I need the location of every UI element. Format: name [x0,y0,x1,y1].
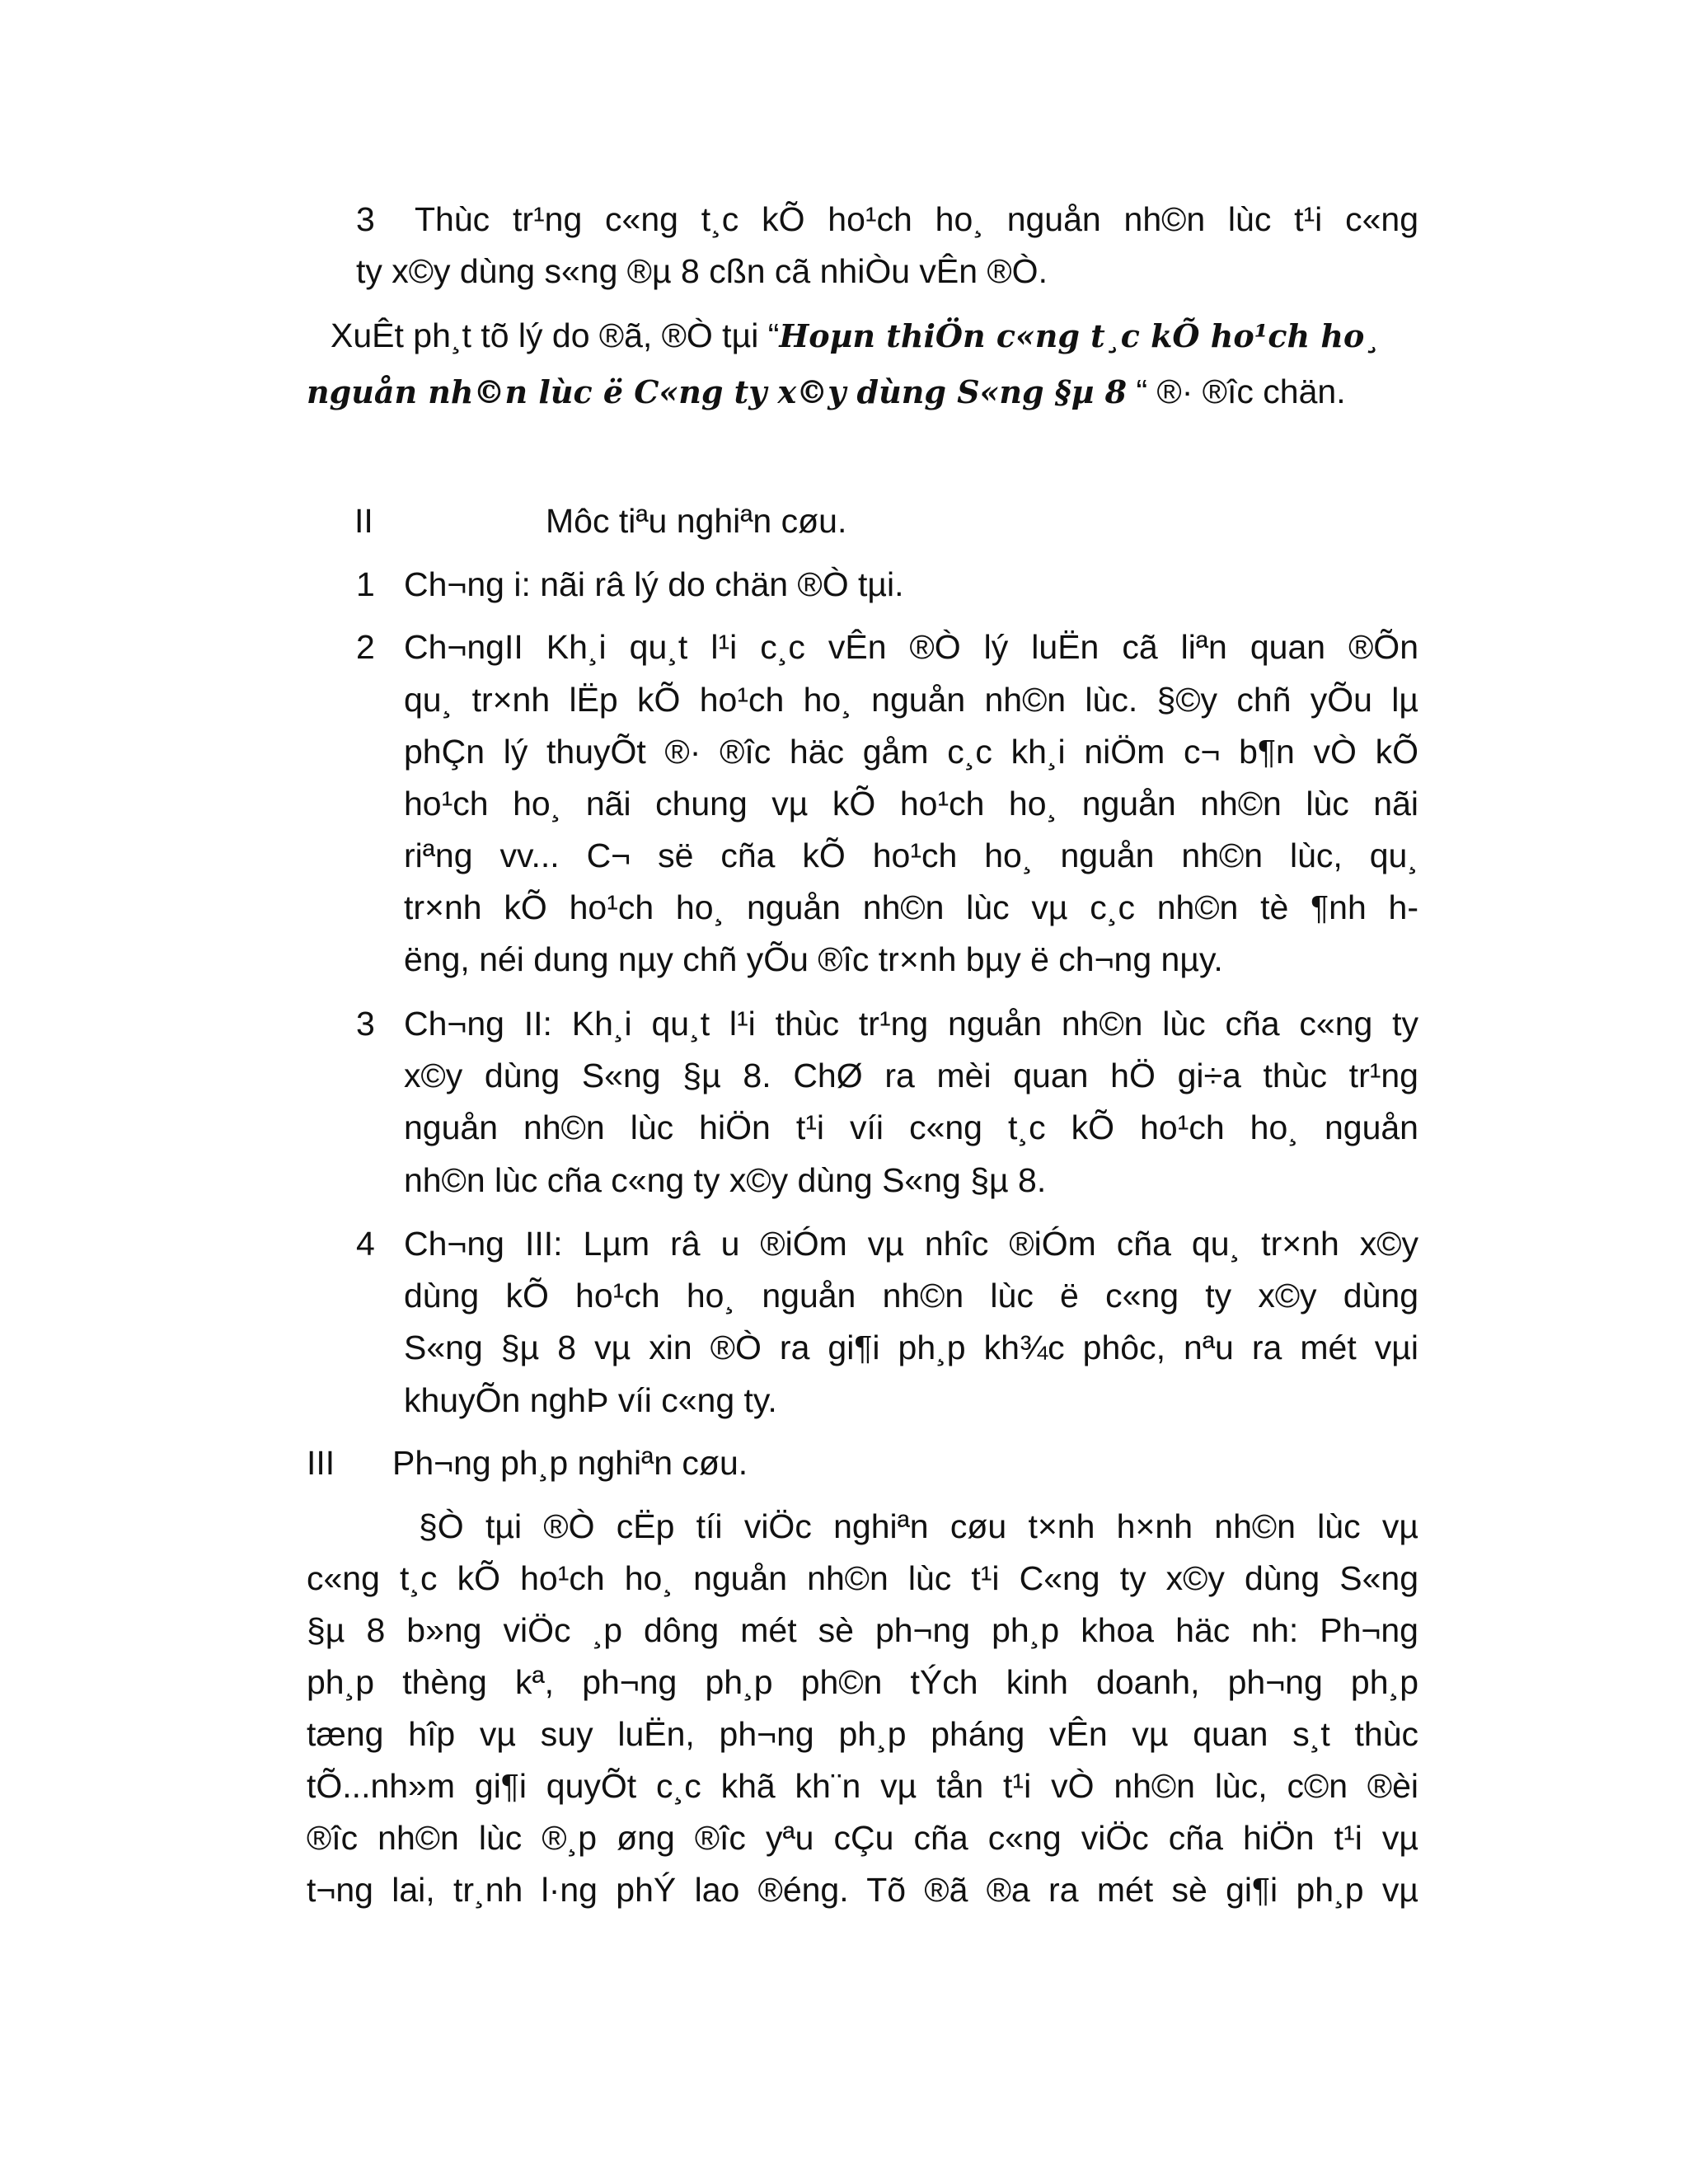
method-paragraph-line: ph¸p thèng kª, ph¬ng ph¸p ph©n tÝch kinh doanh, ph¬ng ph¸p [307,1663,1418,1701]
intro-item-number: 3 [356,200,375,238]
objective-4-line: Ch¬ng III: Lµm râ u ®iÓm vµ nhîc ®iÓm cña qu¸ tr×nh x©y [404,1225,1418,1263]
method-paragraph-line: §µ 8 b»ng viÖc ¸p dông mét sè ph¬ng ph¸p khoa häc nh: Ph¬ng [307,1611,1418,1649]
objective-2-line: phÇn lý thuyÕt ®· ®îc häc gåm c¸c kh¸i niÖm c¬ b¶n vÒ kÕ [404,733,1418,771]
method-paragraph-line: ®îc nh©n lùc ®¸p øng ®îc yªu cÇu cña c«ng viÖc cña hiÖn t¹i vµ [307,1819,1418,1857]
method-paragraph-line: tÕ...nh»m gi¶i quyÕt c¸c khã kh¨n vµ tån t¹i vÒ nh©n lùc, c©n ®èi [307,1767,1418,1805]
method-paragraph-line: §Ò tµi ®Ò cËp tíi viÖc nghiªn cøu t×nh h×nh nh©n lùc vµ [419,1507,1418,1545]
topic-line-1 [331,316,1381,354]
objective-3-number: 3 [356,1005,375,1043]
objective-3-line: nguån nh©n lùc hiÖn t¹i víi c«ng t¸c kÕ ho¹ch ho¸ nguån [404,1108,1418,1146]
objective-3-line: nh©n lùc cña c«ng ty x©y dùng S«ng §µ 8. [404,1161,1047,1199]
topic-title-part-1: Hoµn thiÖn c«ng t¸c kÕ ho¹ch ho¸ [779,317,1381,354]
section-3-number: III [307,1444,335,1482]
method-paragraph-line: tæng hîp vµ suy luËn, ph¬ng ph¸p pháng vÊn vµ quan s¸t thùc [307,1715,1418,1753]
section-3-heading: Ph¬ng ph¸p nghiªn cøu. [392,1444,748,1482]
topic-line-2 [307,375,1346,409]
objective-2-line: ëng, néi dung nµy chñ yÕu ®îc tr×nh bµy ë ch¬ng nµy. [404,940,1223,978]
objective-2-line: qu¸ tr×nh lËp kÕ ho¹ch ho¸ nguån nh©n lùc. §©y chñ yÕu lµ [404,681,1418,719]
objective-4-line: S«ng §µ 8 vµ xin ®Ò ra gi¶i ph¸p kh¾c phôc, nªu ra mét vµi [404,1329,1418,1366]
section-2-number: II [354,502,373,540]
intro-item-line-2: ty x©y dùng s«ng ®µ 8 cßn cã nhiÒu vÊn ®Ò. [356,252,1048,290]
method-paragraph-line: t¬ng lai, tr¸nh l·ng phÝ lao ®éng. Tõ ®ã ®a ra mét sè gi¶i ph¸p vµ [307,1871,1418,1909]
objective-3-line: Ch¬ng II: Kh¸i qu¸t l¹i thùc tr¹ng nguån nh©n lùc cña c«ng ty [404,1005,1418,1043]
objective-4-line: dùng kÕ ho¹ch ho¸ nguån nh©n lùc ë c«ng ty x©y dùng [404,1277,1418,1315]
topic-suffix: “ ®· ®îc chän. [1127,373,1346,410]
objective-2-line: ho¹ch ho¸ nãi chung vµ kÕ ho¹ch ho¸ nguån nh©n lùc nãi [404,785,1418,823]
section-2-heading: Môc tiªu nghiªn cøu. [546,502,847,540]
method-paragraph-line: c«ng t¸c kÕ ho¹ch ho¸ nguån nh©n lùc t¹i C«ng ty x©y dùng S«ng [307,1559,1418,1597]
objective-1-number: 1 [356,565,375,603]
objective-2-line: Ch¬ngII Kh¸i qu¸t l¹i c¸c vÊn ®Ò lý luËn cã liªn quan ®Õn [404,628,1418,666]
objective-4-line: khuyÕn nghÞ víi c«ng ty. [404,1381,777,1419]
objective-4-number: 4 [356,1225,375,1263]
objective-2-line: tr×nh kÕ ho¹ch ho¸ nguån nh©n lùc vµ c¸c nh©n tè ¶nh h- [404,888,1418,926]
objective-2-line: riªng vv... C¬ së cña kÕ ho¹ch ho¸ nguån nh©n lùc, qu¸ [404,837,1418,874]
objective-3-line: x©y dùng S«ng §µ 8. ChØ ra mèi quan hÖ gi÷a thùc tr¹ng [404,1057,1418,1094]
topic-prefix: XuÊt ph¸t tõ lý do ®ã, ®Ò tµi “ [331,316,780,354]
topic-title-part-2: nguån nh©n lùc ë C«ng ty x©y dùng S«ng §µ 8 [307,373,1128,410]
objective-2-number: 2 [356,628,375,666]
intro-item-line-1: Thùc tr¹ng c«ng t¸c kÕ ho¹ch ho¸ nguån nh©n lùc t¹i c«ng [415,200,1418,238]
objective-1-line: Ch¬ng i: nãi râ lý do chän ®Ò tµi. [404,565,904,603]
